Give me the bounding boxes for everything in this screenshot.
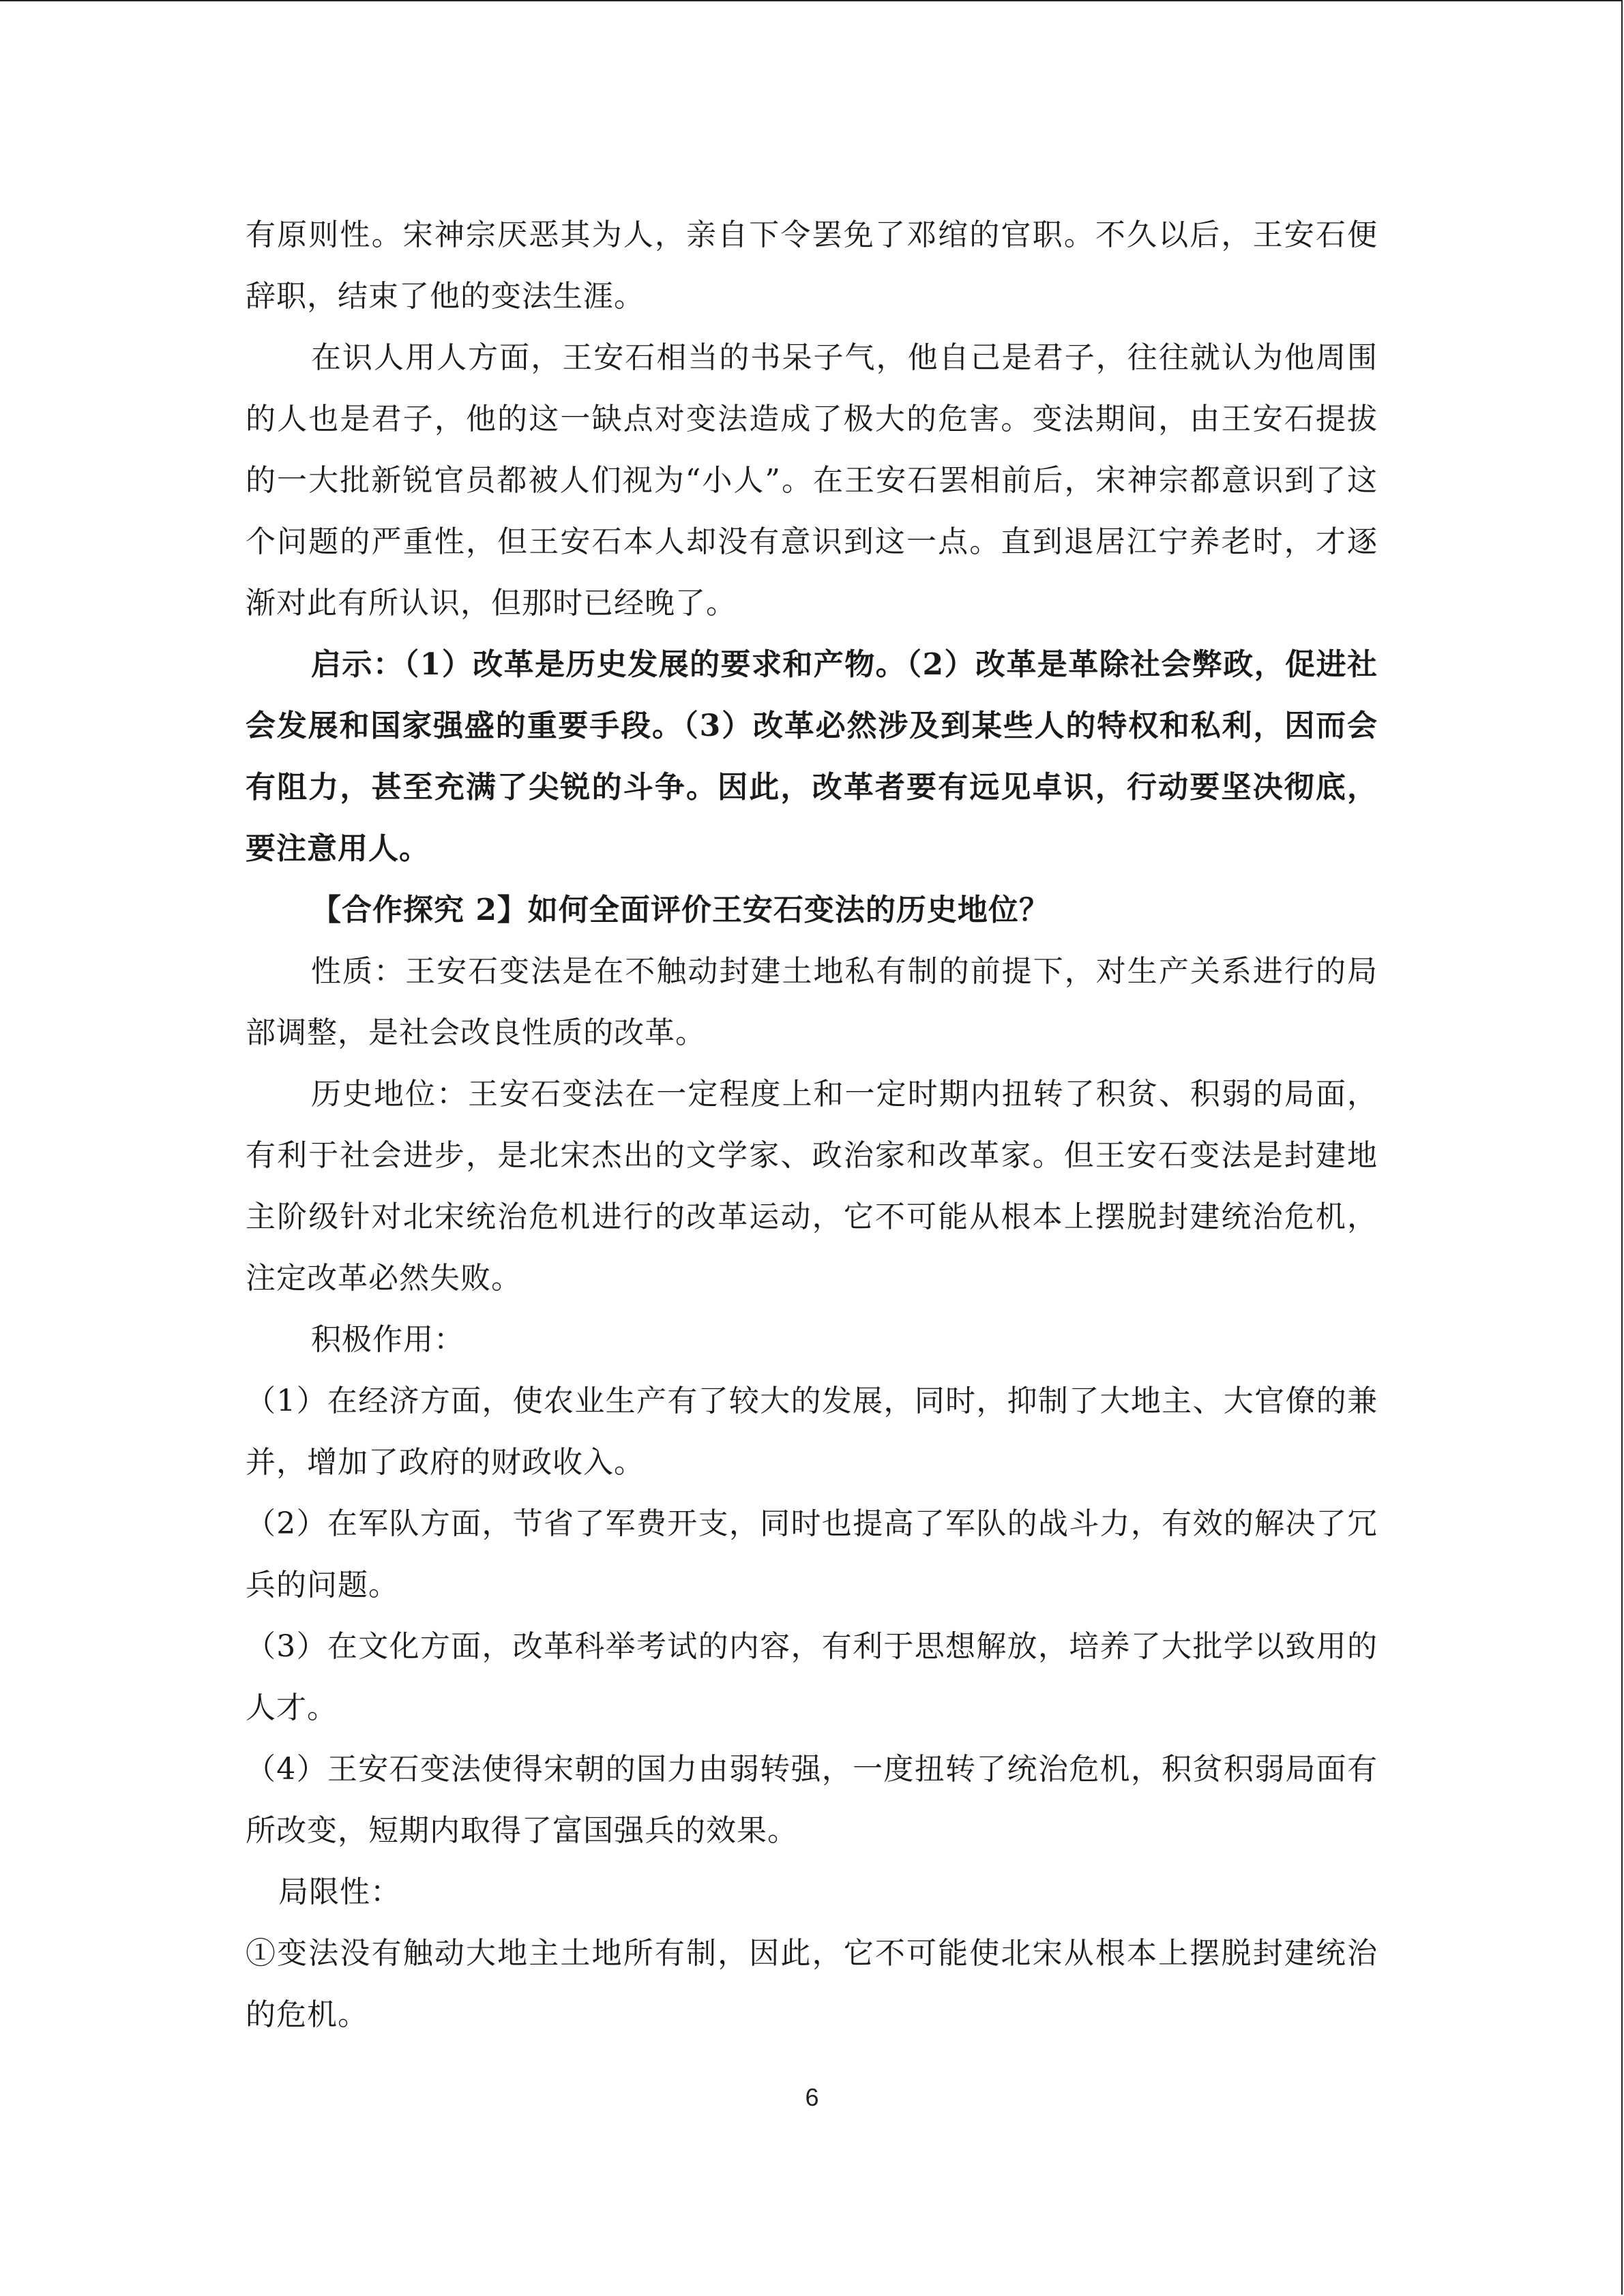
list-item-limitation-1: ①变法没有触动大地主土地所有制，因此，它不可能使北宋从根本上摆脱封建统治的危机。 [246, 1936, 1378, 2032]
list-item-military: （2）在军队方面，节省了军费开支，同时也提高了军队的战斗力，有效的解决了冗兵的问题。 [246, 1506, 1378, 1602]
section-heading-cooperative-inquiry: 【合作探究 2】如何全面评价王安石变法的历史地位？ [311, 893, 1050, 927]
paragraph-enlightenment: 启示：（1）改革是历史发展的要求和产物。（2）改革是革除社会弊政，促进社会发展和国家强盛的重要手段。（3）改革必然涉及到某些人的特权和私利，因而会有阻力，甚至充满了尖锐的斗争。因此，改革者要有远见卓识，行动要坚决彻底，要注意用人。 [246, 647, 1378, 866]
list-item-national-power: （4）王安石变法使得宋朝的国力由弱转强，一度扭转了统治危机，积贫积弱局面有所改变，短期内取得了富国强兵的效果。 [246, 1752, 1378, 1848]
label-positive-effects: 积极作用： [311, 1322, 464, 1357]
paragraph-historical-status: 历史地位：王安石变法在一定程度上和一定时期内扭转了积贫、积弱的局面，有利于社会进步，是北宋杰出的文学家、政治家和改革家。但王安石变法是封建地主阶级针对北宋统治危机进行的改革运动，它不可能从根本上摆脱封建统治危机，注定改革必然失败。 [246, 1077, 1378, 1296]
document-body [246, 205, 1378, 2046]
list-item-culture: （3）在文化方面，改革科举考试的内容，有利于思想解放，培养了大批学以致用的人才。 [246, 1629, 1378, 1725]
label-limitations: 局限性： [278, 1875, 401, 1909]
list-item-economy: （1）在经济方面，使农业生产有了较大的发展，同时，抑制了大地主、大官僚的兼并，增加了政府的财政收入。 [246, 1384, 1378, 1480]
page-number: 6 [805, 2083, 819, 2111]
paragraph-continuation: 有原则性。宋神宗厌恶其为人，亲自下令罢免了邓绾的官职。不久以后，王安石便辞职，结束了他的变法生涯。 [246, 218, 1378, 314]
paragraph-nature: 性质：王安石变法是在不触动封建土地私有制的前提下，对生产关系进行的局部调整，是社会改良性质的改革。 [246, 954, 1378, 1050]
paragraph-talent-selection: 在识人用人方面，王安石相当的书呆子气，他自己是君子，往往就认为他周围的人也是君子，他的这一缺点对变法造成了极大的危害。变法期间，由王安石提拔的一大批新锐官员都被人们视为“小人”。在王安石罢相前后，宋神宗都意识到了这个问题的严重性，但王安石本人却没有意识到这一点。直到退居江宁养老时，才逐渐对此有所认识，但那时已经晚了。 [246, 340, 1378, 621]
